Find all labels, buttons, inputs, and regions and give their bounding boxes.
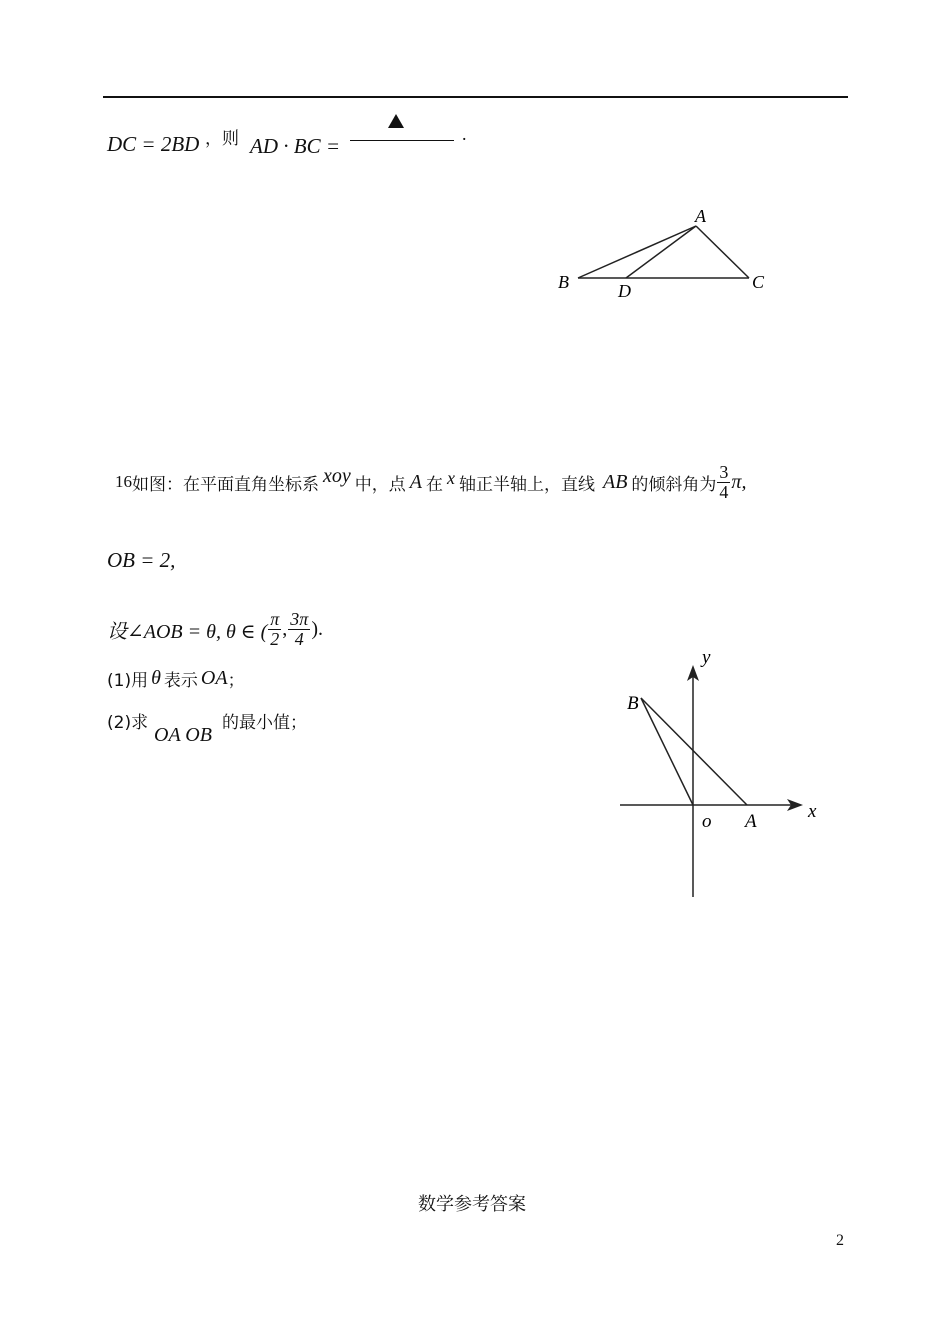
- label-b: B: [558, 272, 569, 292]
- q16-frac-num: 3: [719, 461, 729, 482]
- label-b: B: [627, 693, 639, 714]
- label-a: A: [745, 811, 757, 832]
- q15-expr-text: AD · BC =: [250, 134, 340, 158]
- q16-p2-expression: OA OB: [154, 724, 212, 746]
- answer-blank: [340, 120, 454, 141]
- segment-ac: [696, 226, 749, 278]
- q15-period: .: [462, 124, 467, 144]
- q15-expression: [250, 134, 340, 159]
- q16-frac-pi-2: [268, 610, 281, 649]
- header-rule: [103, 96, 848, 98]
- q16-p2-label: (2)求: [107, 713, 149, 733]
- q15-then-text: 则: [222, 129, 239, 149]
- q15-cond-text: DC = 2BD: [107, 132, 200, 156]
- label-a: A: [695, 206, 706, 226]
- q16-theta-line: [107, 604, 323, 654]
- q16-f1-num: π: [270, 608, 280, 629]
- q16-p1-label: (1)用: [107, 671, 149, 691]
- label-d: D: [618, 281, 631, 301]
- label-x: x: [808, 801, 817, 822]
- q16-f2-num: 3π: [290, 608, 309, 629]
- q16-point-a: A: [409, 470, 422, 493]
- coordinate-figure: [615, 645, 830, 905]
- q16-angle-fraction: [717, 463, 730, 502]
- q16-f2-den: 4: [294, 628, 304, 649]
- answer-section-title: 数学参考答案: [418, 1194, 526, 1215]
- q16-number: 16: [115, 472, 132, 491]
- q16-set-comma: ,: [282, 617, 288, 640]
- q16-p2-text: 的最小值；: [222, 713, 307, 733]
- q16-frac-3pi-4: [288, 610, 310, 649]
- q16-text-1: 如图：在平面直角坐标系: [132, 474, 319, 495]
- q16-p1-oa: OA: [200, 667, 228, 689]
- q16-x: x: [446, 467, 455, 488]
- answer-blank-line: [350, 120, 454, 141]
- q15-then: [205, 124, 239, 149]
- q16-p1-semicolon: ；: [227, 671, 245, 691]
- q16-frac-den: 4: [719, 481, 729, 502]
- q16-p1-theta: θ: [151, 667, 161, 689]
- triangle-figure: [548, 200, 788, 305]
- q16-part-1: [107, 666, 245, 691]
- q16-text-4: 轴正半轴上，直线: [458, 474, 595, 495]
- label-c: C: [752, 272, 765, 292]
- label-y: y: [702, 647, 711, 668]
- q16-ob-line: OB = 2,: [107, 548, 176, 572]
- q16-f1-den: 2: [270, 628, 280, 649]
- label-origin: o: [702, 811, 712, 832]
- q16-text-3: 在: [425, 474, 443, 495]
- triangle-marker-icon: [388, 114, 404, 128]
- q16-p1-text: 表示: [163, 671, 198, 691]
- q15-comma: ，: [205, 129, 222, 149]
- q16-text-5: 的倾斜角为: [631, 474, 717, 495]
- q16-set-prefix: 设∠AOB = θ, θ ∈ (: [107, 620, 268, 643]
- q16-pi: π,: [731, 470, 747, 493]
- page-number: 2: [836, 1232, 844, 1249]
- q16-set-suffix: ).: [311, 617, 323, 640]
- segment-ob: [641, 698, 693, 805]
- q16-line-ab: AB: [602, 470, 628, 493]
- q16-statement: [115, 460, 746, 504]
- segment-ab: [641, 698, 747, 805]
- q16-xoy: xoy: [323, 464, 351, 487]
- q16-text-2: 中，点: [354, 474, 406, 495]
- q15-condition: [107, 132, 199, 157]
